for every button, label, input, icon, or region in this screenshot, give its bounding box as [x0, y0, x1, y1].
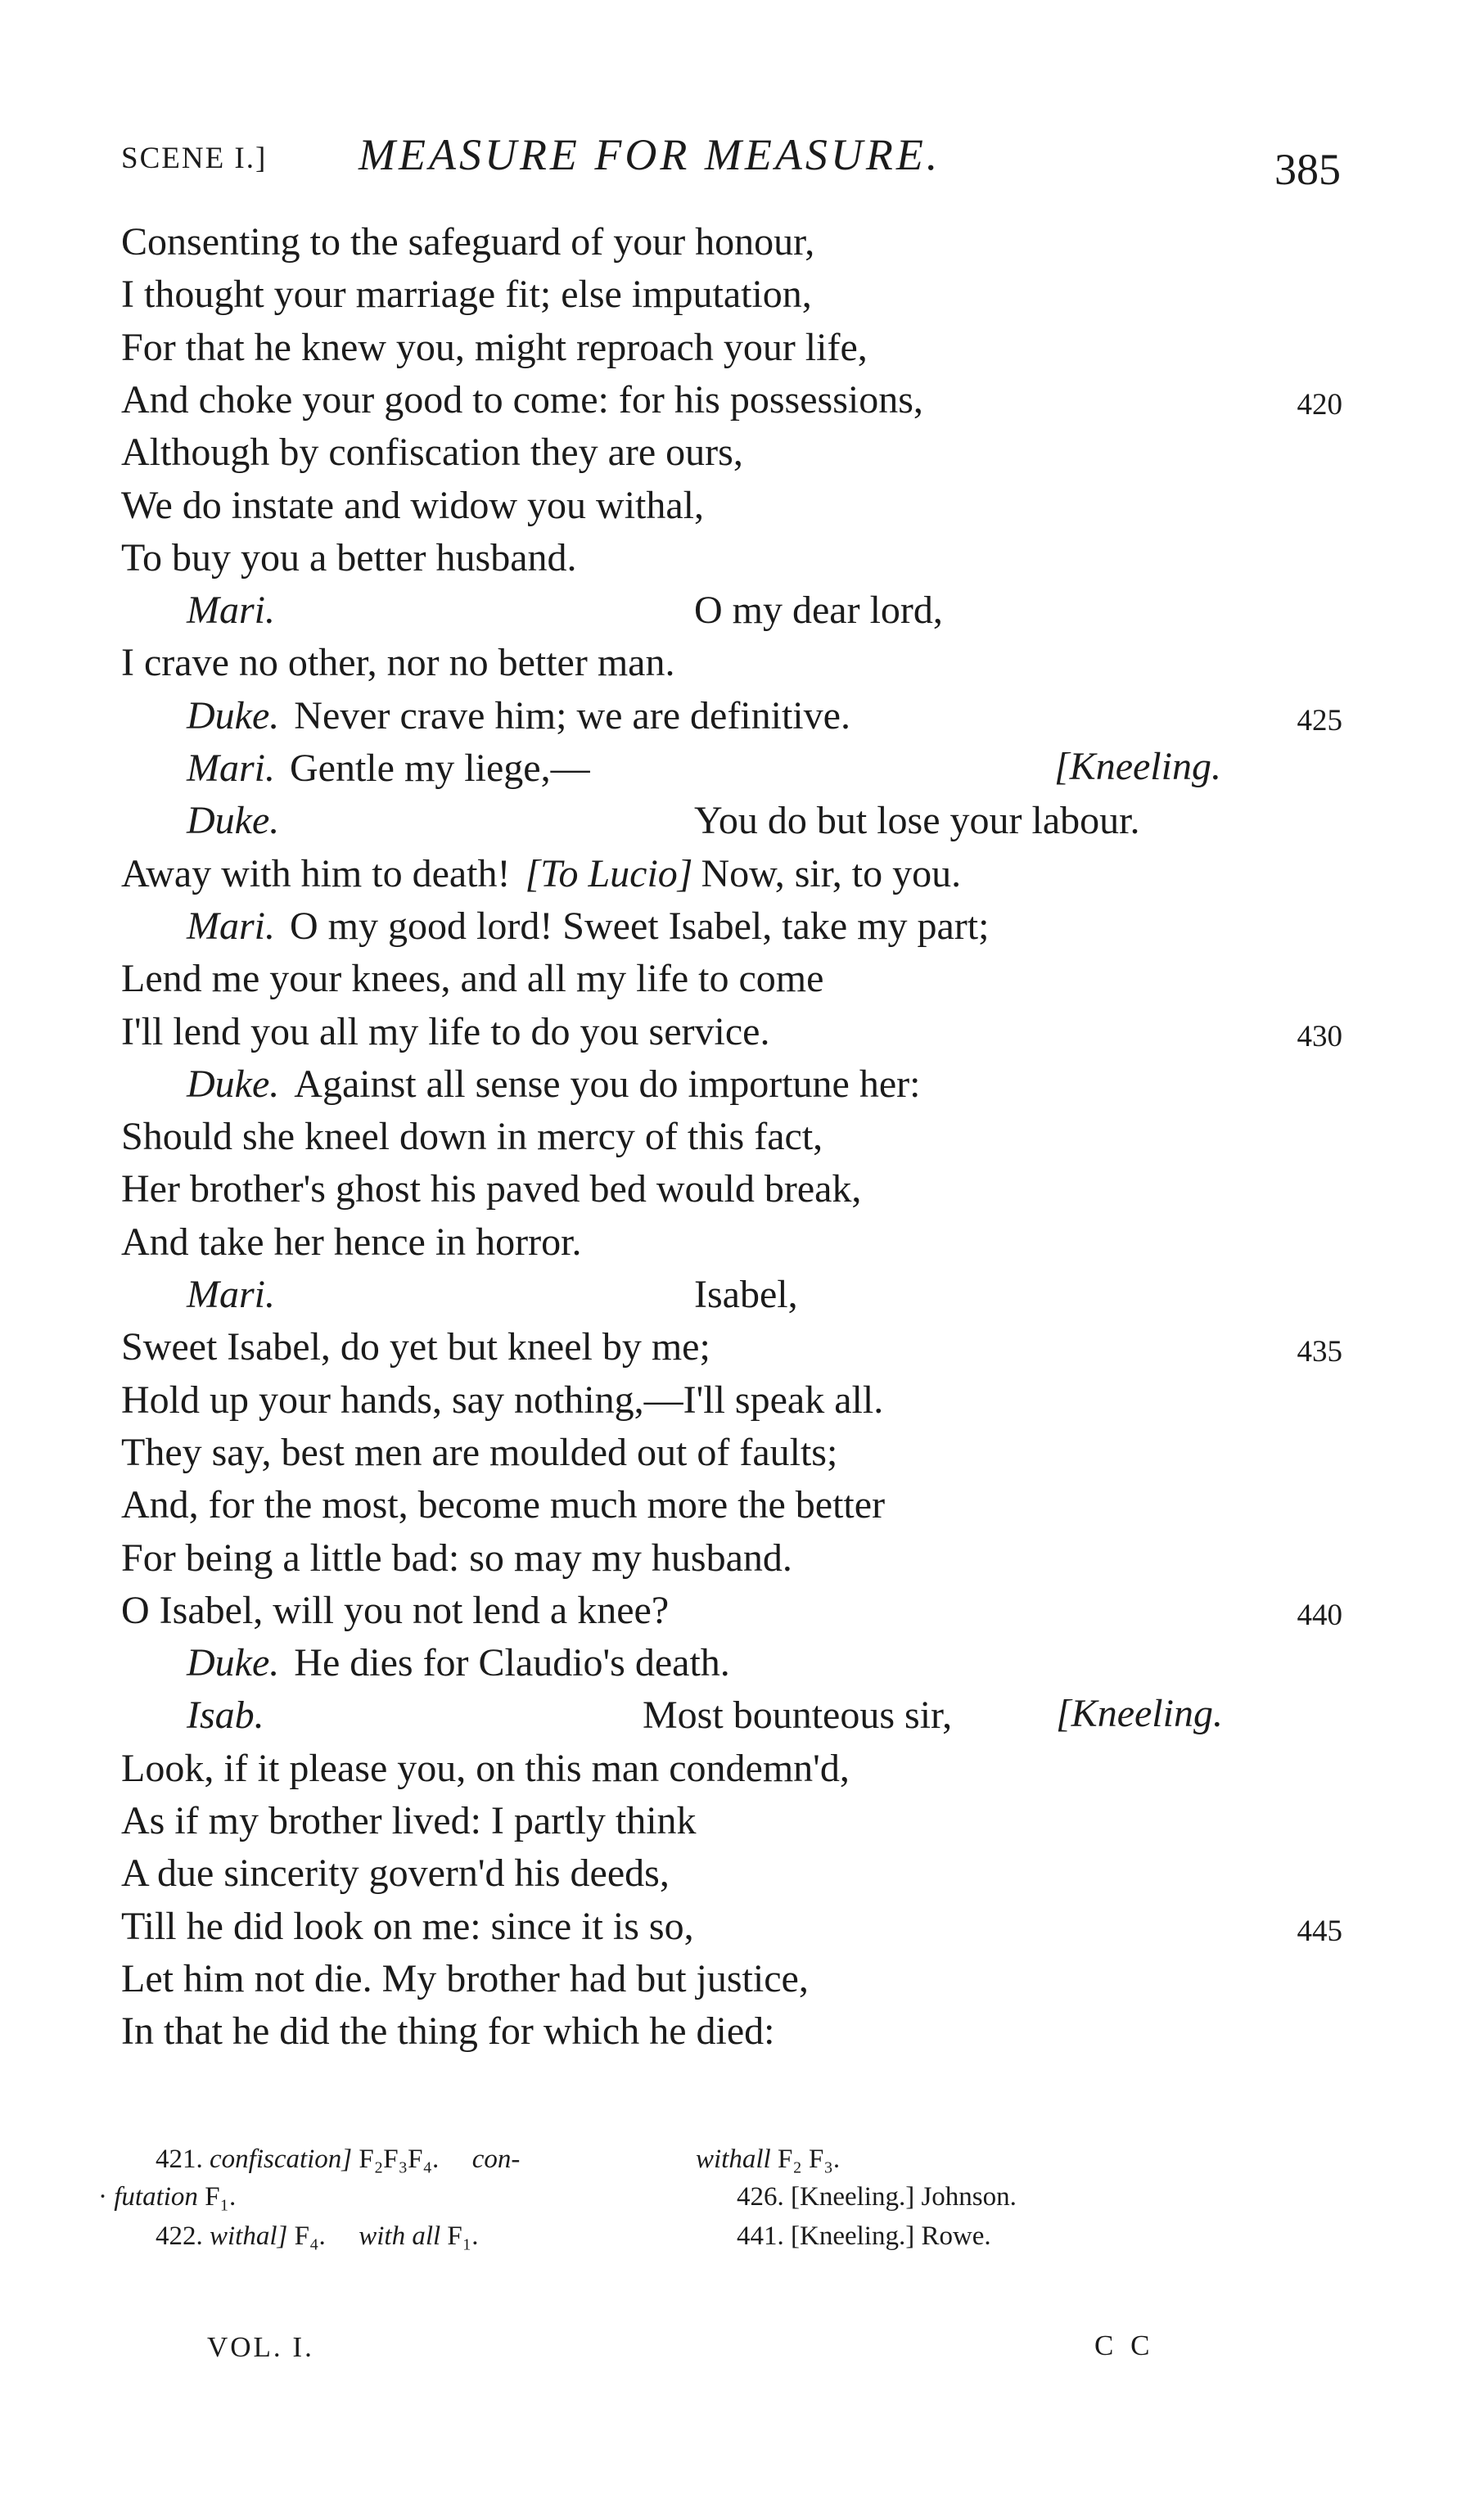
line-text: We do instate and widow you withal,: [121, 484, 705, 527]
speaker-name: Mari.: [187, 746, 275, 790]
line-number: 420: [1297, 388, 1342, 422]
verse-line: [121, 638, 674, 688]
verse-line: [187, 1060, 920, 1109]
page-number: 385: [1274, 145, 1341, 194]
verse-line: [121, 1744, 850, 1793]
line-number: 440: [1297, 1599, 1342, 1632]
verse-line: [121, 1586, 669, 1635]
line-text: As if my brother lived: I partly think: [121, 1799, 697, 1842]
line-text: I crave no other, nor no better man.: [121, 641, 675, 684]
line-text: They say, best men are moulded out of faults;: [121, 1431, 838, 1474]
line-text-continued: Now, sir, to you.: [701, 852, 962, 895]
line-text: Consenting to the safeguard of your honour,: [121, 220, 815, 264]
line-text: In that he did the thing for which he died:: [121, 2009, 775, 2053]
verse-line: [187, 586, 943, 635]
verse-line: [121, 1534, 792, 1583]
line-text: I'll lend you all my life to do you service.: [121, 1010, 770, 1053]
running-head: [121, 129, 1349, 195]
verse-line: [121, 376, 923, 425]
verse-line: [121, 218, 814, 267]
line-text: Never crave him; we are definitive.: [294, 694, 850, 737]
footnote-421-cont: · futation F₁.: [98, 2182, 237, 2212]
verse-line: [121, 1797, 697, 1846]
footnote-426: 426. [Kneeling.] Johnson.: [737, 2182, 1017, 2212]
footnote-withall: withall F₂ F₃.: [696, 2144, 841, 2174]
line-text: Should she kneel down in mercy of this fact,: [121, 1115, 823, 1158]
line-text: Sweet Isabel, do yet but kneel by me;: [121, 1325, 710, 1369]
line-text: Till he did look on me: since it is so,: [121, 1905, 694, 1948]
verse-line: [121, 534, 577, 583]
verse-line: [121, 954, 823, 1003]
line-text: And, for the most, become much more the better: [121, 1483, 886, 1527]
verse-line: [121, 1902, 694, 1951]
line-text: Look, if it please you, on this man condemn'd,: [121, 1747, 850, 1790]
verse-line: [121, 1849, 670, 1898]
line-number: 435: [1297, 1335, 1342, 1369]
verse-line: [187, 744, 590, 793]
speaker-name: Mari.: [187, 904, 275, 948]
line-text: O my dear lord,: [694, 589, 943, 632]
play-title: MEASURE FOR MEASURE.: [359, 130, 941, 179]
verse-line: [121, 1112, 823, 1161]
speaker-name: Duke.: [187, 799, 280, 842]
verse-line: [121, 850, 961, 899]
verse-line: [121, 1955, 809, 2004]
line-text: And choke your good to come: for his possessions,: [121, 378, 923, 422]
speaker-name: Duke.: [187, 1641, 280, 1684]
verse-line: [187, 1691, 953, 1740]
line-text: O my good lord! Sweet Isabel, take my part;: [290, 904, 990, 948]
line-text: You do but lose your labour.: [694, 799, 1140, 842]
gathering-mark: C C: [1094, 2329, 1155, 2361]
line-text: Gentle my liege,—: [290, 746, 590, 790]
line-text: Although by confiscation they are ours,: [121, 431, 743, 474]
scene-label: SCENE I.]: [121, 142, 268, 175]
verse-line: [121, 1481, 885, 1530]
line-text: For being a little bad: so may my husband.: [121, 1536, 792, 1580]
line-text: For that he knew you, might reproach your life,: [121, 326, 868, 369]
line-text: Her brother's ghost his paved bed would break,: [121, 1167, 862, 1211]
verse-line: [121, 1323, 710, 1372]
line-number: 425: [1297, 704, 1342, 737]
verse-line: [121, 428, 743, 477]
line-text: Hold up your hands, say nothing,—I'll speak all.: [121, 1378, 884, 1422]
line-text: A due sincerity govern'd his deeds,: [121, 1851, 670, 1895]
line-text: And take her hence in horror.: [121, 1220, 582, 1264]
line-number: 445: [1297, 1914, 1342, 1948]
line-text: Most bounteous sir,: [643, 1693, 953, 1737]
speaker-name: Mari.: [187, 1273, 275, 1316]
line-text: Isabel,: [694, 1273, 798, 1316]
verse-line: [121, 1376, 883, 1425]
verse-line: [121, 1218, 581, 1267]
footnote-421: 421. confiscation] F₂F₃F₄. con-: [156, 2144, 521, 2174]
line-text: Against all sense you do importune her:: [294, 1062, 921, 1106]
speaker-name: Mari.: [187, 589, 275, 632]
verse-line: [121, 1165, 861, 1214]
speaker-name: Duke.: [187, 1062, 280, 1106]
stage-direction: [To Lucio]: [525, 852, 693, 895]
speaker-name: Isab.: [187, 1693, 264, 1737]
speaker-name: Duke.: [187, 694, 280, 737]
verse-line: [187, 692, 850, 741]
verse-line: [121, 323, 868, 372]
verse-line: [187, 796, 1140, 846]
line-text: To buy you a better husband.: [121, 536, 577, 580]
stage-direction: [Kneeling.: [1056, 1692, 1223, 1735]
verse-line: [121, 2007, 774, 2056]
line-text: Away with him to death!: [121, 852, 511, 895]
footnote-422: 422. withal] F₄. with all F₁.: [156, 2221, 479, 2251]
line-text: Let him not die. My brother had but justice,: [121, 1957, 809, 2000]
verse-line: [187, 1270, 798, 1319]
volume-signature: VOL. I.: [207, 2331, 314, 2363]
line-text: Lend me your knees, and all my life to come: [121, 957, 824, 1000]
verse-line: [121, 1428, 837, 1477]
line-text: O Isabel, will you not lend a knee?: [121, 1589, 670, 1632]
verse-line: [187, 1639, 730, 1688]
line-text: He dies for Claudio's death.: [294, 1641, 730, 1684]
verse-line: [121, 481, 704, 530]
verse-line: [121, 1008, 769, 1057]
footnote-441: 441. [Kneeling.] Rowe.: [737, 2221, 991, 2251]
verse-line: [121, 270, 812, 319]
line-text: I thought your marriage fit; else imputation,: [121, 273, 812, 316]
line-number: 430: [1297, 1020, 1342, 1053]
stage-direction: [Kneeling.: [1054, 745, 1221, 788]
verse-line: [187, 902, 989, 951]
